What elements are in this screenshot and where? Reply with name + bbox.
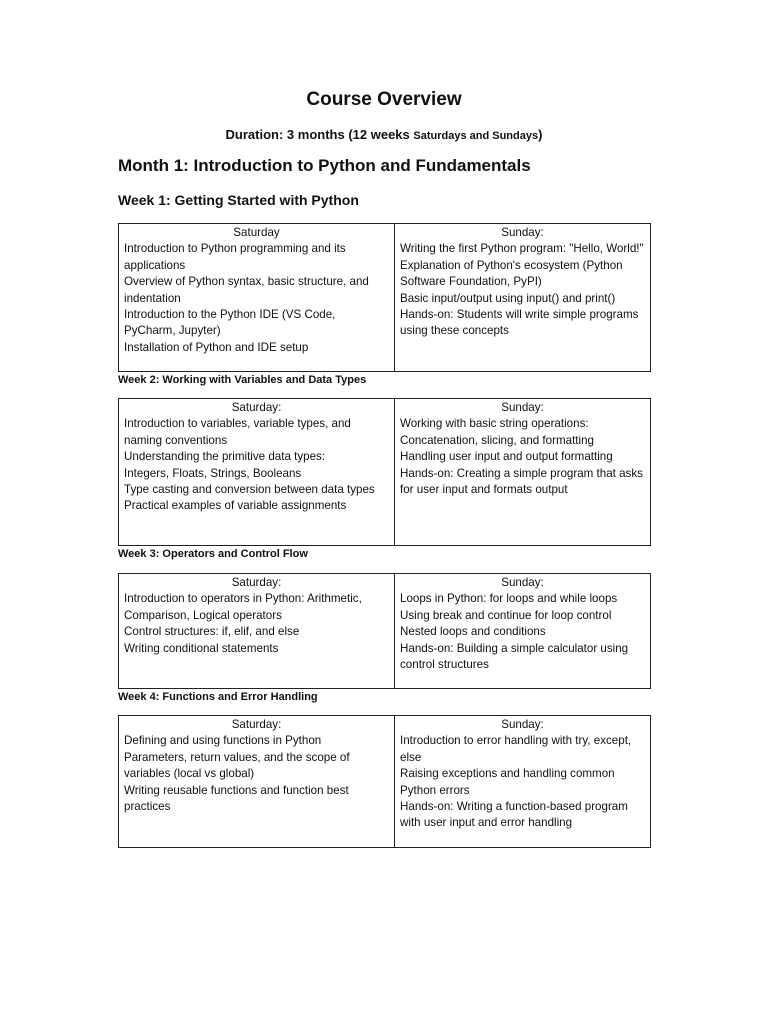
topic-item: Writing reusable functions and function best practices xyxy=(124,783,349,814)
week-heading-3: Week 3: Operators and Control Flow xyxy=(118,548,308,560)
topic-item: Explanation of Python's ecosystem (Python Software Foundation, PyPI) xyxy=(400,258,623,289)
week-table-2 xyxy=(118,398,651,546)
topic-item: Concatenation, slicing, and formatting xyxy=(400,433,594,447)
week-heading-4: Week 4: Functions and Error Handling xyxy=(118,691,318,703)
topic-item: Integers, Floats, Strings, Booleans xyxy=(124,466,302,480)
saturday-cell xyxy=(119,716,395,848)
topic-item: Introduction to operators in Python: Arithmetic, Comparison, Logical operators xyxy=(124,592,362,622)
table-row xyxy=(119,716,651,848)
topic-item: Handling user input and output formatting xyxy=(400,450,613,464)
topic-item: Raising exceptions and handling common Python errors xyxy=(400,767,615,797)
duration-days: Saturdays and Sundays xyxy=(413,130,539,142)
saturday-label: Saturday xyxy=(233,226,280,239)
topic-item: Type casting and conversion between data types xyxy=(124,483,375,497)
topic-item: Hands-on: Creating a simple program that asks for user input and formats output xyxy=(400,466,643,497)
topic-item: Using break and continue for loop control xyxy=(400,608,612,622)
topic-item: Introduction to the Python IDE (VS Code, PyCharm, Jupyter) xyxy=(124,308,336,338)
sunday-cell xyxy=(395,224,651,372)
sunday-label: Sunday: xyxy=(501,576,544,589)
topic-item: Installation of Python and IDE setup xyxy=(124,340,309,354)
course-duration xyxy=(0,126,768,145)
topic-item: Practical examples of variable assignments xyxy=(124,499,347,513)
sunday-label: Sunday: xyxy=(501,718,544,731)
topic-item: Defining and using functions in Python xyxy=(124,734,322,748)
topic-item: Control structures: if, elif, and else xyxy=(124,625,300,639)
sunday-cell xyxy=(395,716,651,848)
table-row xyxy=(119,574,651,689)
topic-item: Working with basic string operations: xyxy=(400,417,589,431)
month-heading: Month 1: Introduction to Python and Fundamentals xyxy=(118,156,531,175)
topic-item: Writing the first Python program: "Hello, World!" xyxy=(400,242,644,256)
table-row xyxy=(119,224,651,372)
page-title: Course Overview xyxy=(306,89,462,110)
saturday-label: Saturday: xyxy=(231,718,282,731)
topic-item: Hands-on: Building a simple calculator using control structures xyxy=(400,641,629,672)
sunday-label: Sunday: xyxy=(501,226,544,239)
topic-item: Basic input/output using input() and print() xyxy=(400,291,616,305)
week-heading-2: Week 2: Working with Variables and Data Types xyxy=(118,374,367,386)
topic-item: Parameters, return values, and the scope of variables (local vs global) xyxy=(124,750,350,781)
duration-main: Duration: 3 months (12 weeks xyxy=(225,127,414,142)
week-heading-1: Week 1: Getting Started with Python xyxy=(118,192,359,208)
topic-item: Introduction to Python programming and its applications xyxy=(124,242,346,272)
week-table-3 xyxy=(118,573,651,689)
table-row xyxy=(119,399,651,546)
topic-item: Introduction to error handling with try, except, else xyxy=(400,734,632,764)
sunday-cell xyxy=(395,399,651,546)
topic-item: Understanding the primitive data types: xyxy=(124,450,326,464)
topic-item: Writing conditional statements xyxy=(124,641,279,655)
topic-item: Loops in Python: for loops and while loops xyxy=(400,592,618,606)
topic-item: Introduction to variables, variable types, and naming conventions xyxy=(124,417,351,447)
sunday-cell xyxy=(395,574,651,689)
sunday-label: Sunday: xyxy=(501,401,544,414)
topic-item: Overview of Python syntax, basic structure, and indentation xyxy=(124,275,369,305)
duration-close: ) xyxy=(538,127,543,142)
topic-item: Hands-on: Writing a function-based program with user input and error handling xyxy=(400,800,628,830)
topic-item: Hands-on: Students will write simple programs using these concepts xyxy=(400,308,639,338)
saturday-cell xyxy=(119,224,395,372)
saturday-label: Saturday: xyxy=(231,576,282,589)
saturday-label: Saturday: xyxy=(231,401,282,414)
saturday-cell xyxy=(119,399,395,546)
week-table-4 xyxy=(118,715,651,848)
week-table-1 xyxy=(118,223,651,372)
topic-item: Nested loops and conditions xyxy=(400,625,546,639)
saturday-cell xyxy=(119,574,395,689)
